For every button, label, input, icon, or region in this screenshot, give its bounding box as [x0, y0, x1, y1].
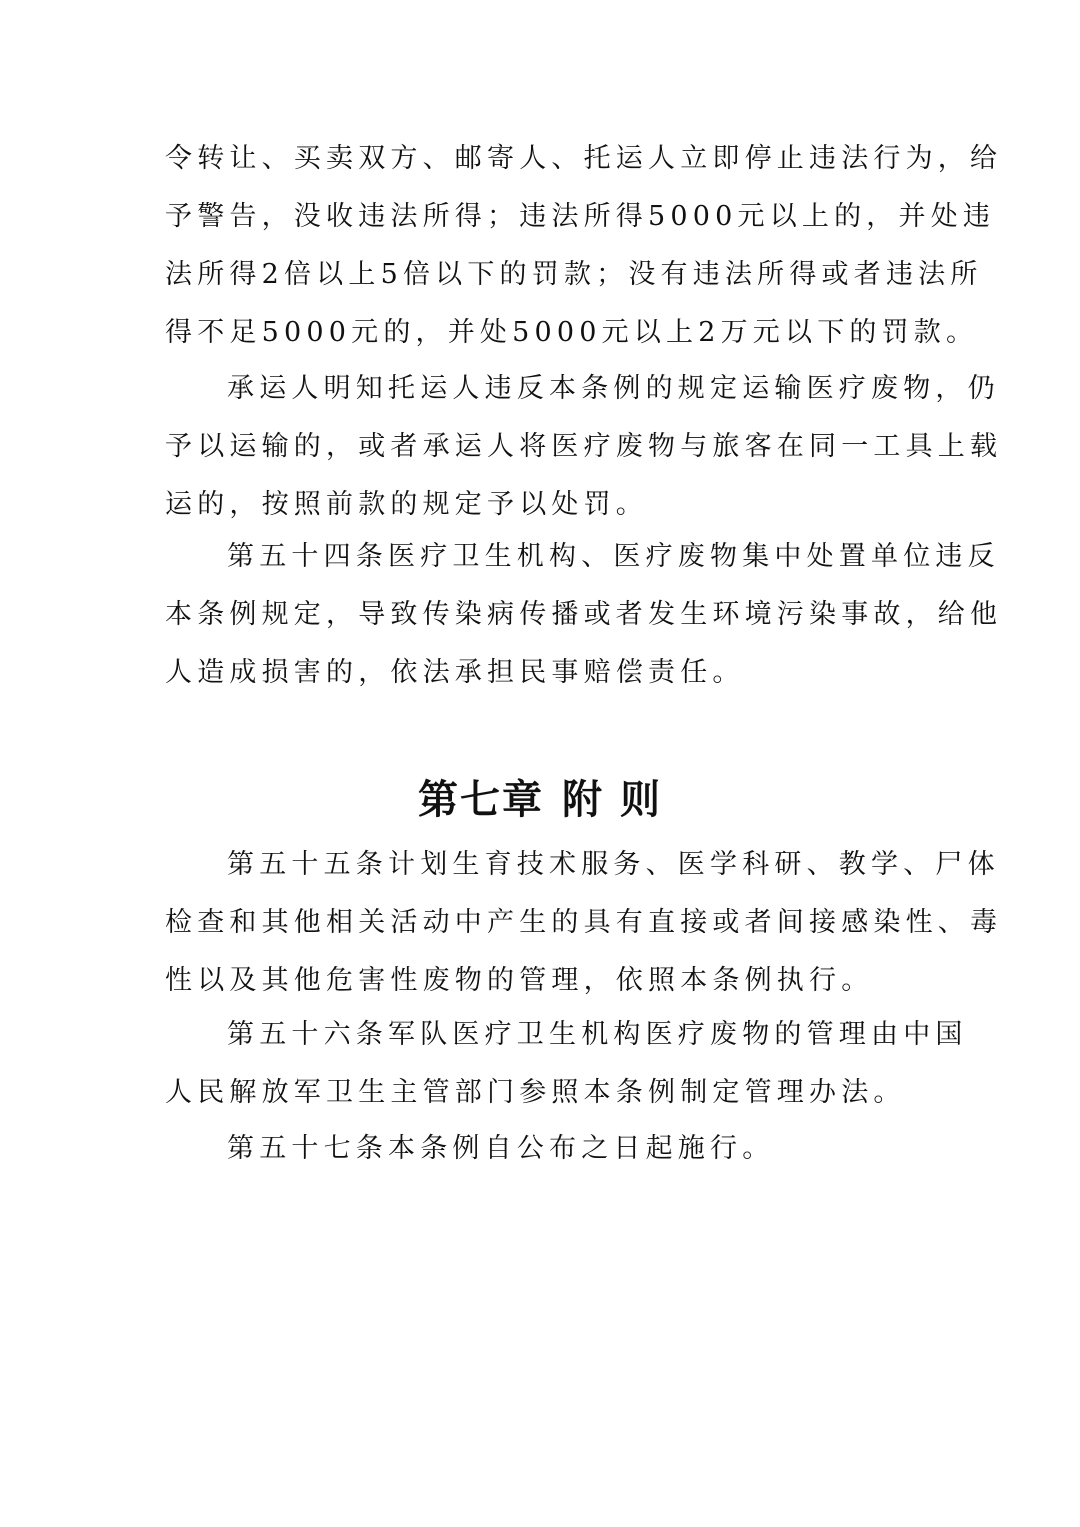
- article-57: [165, 1120, 917, 1178]
- text-line: 第五十七条本条例自公布之日起施行。: [227, 1133, 775, 1164]
- text-line: 得不足5000元的，并处5000元以上2万元以下的罚款。: [165, 317, 979, 348]
- text-line: 检查和其他相关活动中产生的具有直接或者间接感染性、毒: [165, 907, 1003, 938]
- chapter-number: 第七章: [418, 777, 545, 823]
- paragraph-carrier-liability: [165, 360, 1003, 534]
- chapter-name: 附 则: [562, 777, 662, 823]
- text-line: 第五十六条军队医疗卫生机构医疗废物的管理由中国: [227, 1019, 968, 1050]
- text-line: 性以及其他危害性废物的管理，依照本条例执行。: [165, 965, 874, 996]
- text-line: 人造成损害的，依法承担民事赔偿责任。: [165, 657, 745, 688]
- text-line: 承运人明知托运人违反本条例的规定运输医疗废物，仍: [227, 373, 1000, 404]
- text-line: 人民解放军卫生主管部门参照本条例制定管理办法。: [165, 1077, 906, 1108]
- article-55: [165, 836, 1003, 1010]
- text-line: 第五十四条医疗卫生机构、医疗废物集中处置单位违反: [227, 541, 1000, 572]
- text-line: 予以运输的，或者承运人将医疗废物与旅客在同一工具上载: [165, 431, 1003, 462]
- paragraph-penalty-continuation: [165, 130, 1003, 362]
- text-line: 予警告，没收违法所得；违法所得5000元以上的，并处违: [165, 201, 996, 232]
- article-54: [165, 528, 1003, 702]
- text-line: 令转让、买卖双方、邮寄人、托运人立即停止违法行为，给: [165, 143, 1003, 174]
- chapter-heading: [0, 770, 1080, 830]
- article-56: [165, 1006, 968, 1122]
- text-line: 第五十五条计划生育技术服务、医学科研、教学、尸体: [227, 849, 1000, 880]
- text-line: 法所得2倍以上5倍以下的罚款；没有违法所得或者违法所: [165, 259, 983, 290]
- text-line: 运的，按照前款的规定予以处罚。: [165, 489, 648, 520]
- text-line: 本条例规定，导致传染病传播或者发生环境污染事故，给他: [165, 599, 1003, 630]
